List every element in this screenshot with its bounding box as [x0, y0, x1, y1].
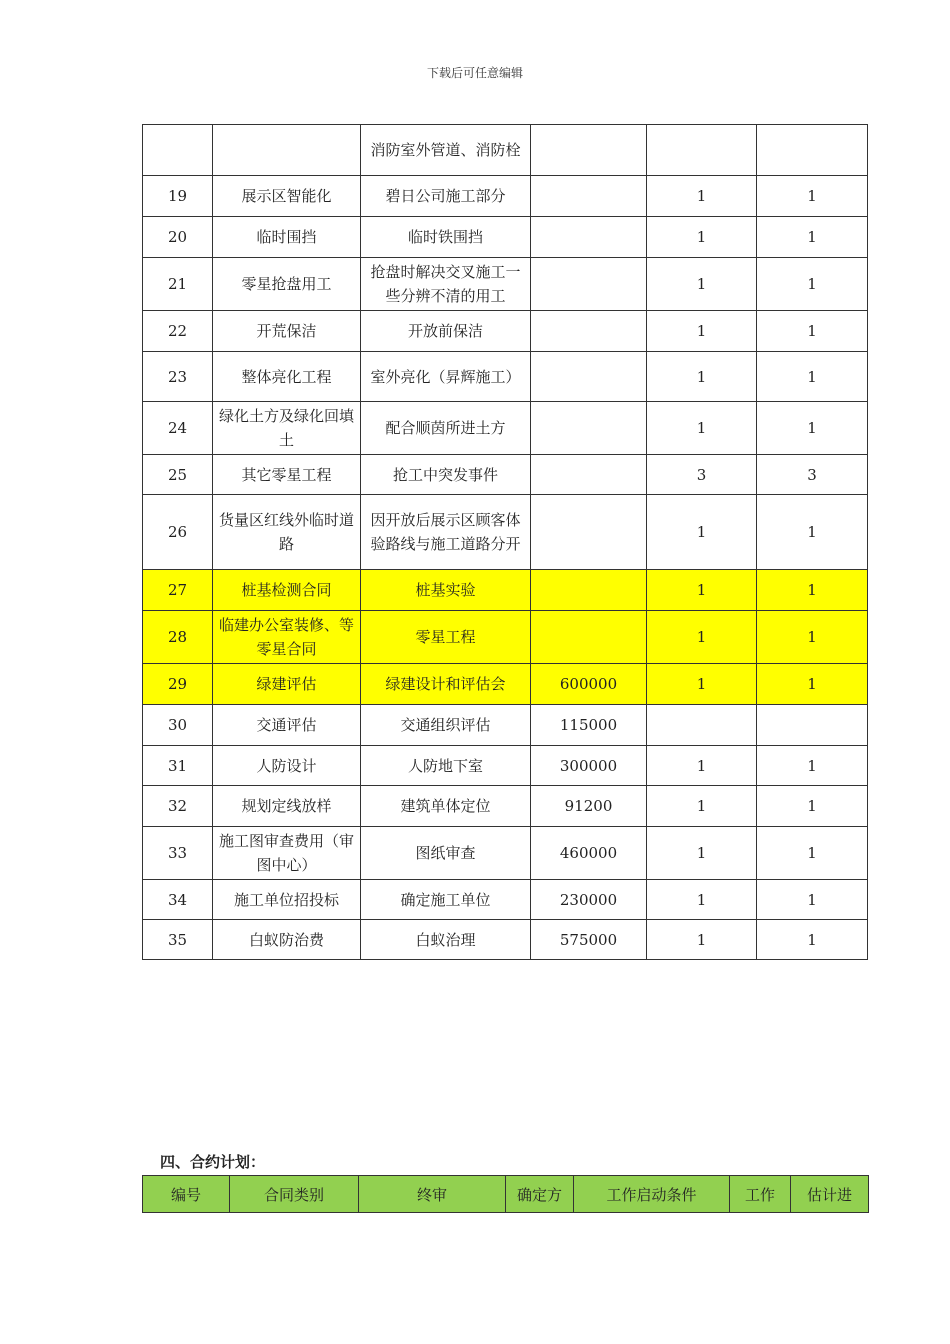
header-cell-estimated-progress: 估计进 [791, 1176, 869, 1213]
cell-qty-a: 1 [647, 827, 757, 880]
cell-item-name: 展示区智能化 [213, 176, 361, 217]
cell-number: 23 [143, 352, 213, 402]
header-cell-final-review: 终审 [359, 1176, 506, 1213]
table-row [143, 746, 868, 786]
cell-amount [531, 258, 647, 311]
cell-amount [531, 176, 647, 217]
cell-qty-b: 1 [757, 827, 868, 880]
cell-amount [531, 125, 647, 176]
cell-item-name: 开荒保洁 [213, 311, 361, 352]
cell-qty-a: 1 [647, 217, 757, 258]
cell-qty-a [647, 705, 757, 746]
cell-item-name: 交通评估 [213, 705, 361, 746]
cell-item-name: 临建办公室装修、等零星合同 [213, 611, 361, 664]
plan-header-row [143, 1176, 869, 1213]
cell-number: 28 [143, 611, 213, 664]
table-row [143, 880, 868, 920]
table-row [143, 352, 868, 402]
cell-item-name: 货量区红线外临时道路 [213, 495, 361, 570]
cell-number: 26 [143, 495, 213, 570]
cell-qty-b: 1 [757, 664, 868, 705]
cell-number [143, 125, 213, 176]
cell-amount: 115000 [531, 705, 647, 746]
table-row [143, 311, 868, 352]
cell-number: 22 [143, 311, 213, 352]
cell-content: 碧日公司施工部分 [361, 176, 531, 217]
cell-number: 25 [143, 455, 213, 495]
cell-qty-a: 1 [647, 664, 757, 705]
cell-amount [531, 495, 647, 570]
cell-amount [531, 217, 647, 258]
table-row [143, 495, 868, 570]
cell-qty-a: 1 [647, 920, 757, 960]
table-row [143, 786, 868, 827]
cell-content: 开放前保洁 [361, 311, 531, 352]
table-row [143, 827, 868, 880]
cell-qty-b: 1 [757, 786, 868, 827]
table-row [143, 705, 868, 746]
cell-qty-a: 1 [647, 258, 757, 311]
table-row [143, 258, 868, 311]
table-row [143, 217, 868, 258]
cell-amount [531, 352, 647, 402]
cell-number: 29 [143, 664, 213, 705]
cell-number: 20 [143, 217, 213, 258]
cell-amount [531, 570, 647, 611]
table-row [143, 176, 868, 217]
cell-content: 抢盘时解决交叉施工一些分辨不清的用工 [361, 258, 531, 311]
cell-qty-b: 1 [757, 611, 868, 664]
cell-amount [531, 402, 647, 455]
header-cell-contract-type: 合同类别 [230, 1176, 359, 1213]
cell-number: 21 [143, 258, 213, 311]
cell-content: 零星工程 [361, 611, 531, 664]
cell-content: 白蚁治理 [361, 920, 531, 960]
contract-table [142, 124, 868, 960]
cell-qty-a: 1 [647, 311, 757, 352]
cell-qty-b: 3 [757, 455, 868, 495]
cell-content: 交通组织评估 [361, 705, 531, 746]
cell-amount [531, 611, 647, 664]
cell-item-name: 规划定线放样 [213, 786, 361, 827]
section-title: 四、合约计划： [160, 1153, 266, 1171]
cell-content: 临时铁围挡 [361, 217, 531, 258]
page-header: 下载后可任意编辑 [426, 66, 523, 80]
cell-qty-b: 1 [757, 880, 868, 920]
cell-amount: 600000 [531, 664, 647, 705]
cell-qty-a: 1 [647, 746, 757, 786]
cell-number: 31 [143, 746, 213, 786]
contract-plan-table [142, 1175, 869, 1213]
cell-content: 建筑单体定位 [361, 786, 531, 827]
cell-qty-a: 1 [647, 611, 757, 664]
cell-qty-b: 1 [757, 352, 868, 402]
cell-number: 32 [143, 786, 213, 827]
table-row [143, 920, 868, 960]
cell-qty-b: 1 [757, 746, 868, 786]
cell-amount [531, 455, 647, 495]
cell-content: 桩基实验 [361, 570, 531, 611]
cell-item-name: 其它零星工程 [213, 455, 361, 495]
table-row [143, 125, 868, 176]
table-row [143, 611, 868, 664]
cell-qty-b: 1 [757, 570, 868, 611]
cell-number: 30 [143, 705, 213, 746]
cell-qty-a: 3 [647, 455, 757, 495]
header-cell-number: 编号 [143, 1176, 230, 1213]
cell-content: 室外亮化（昇辉施工） [361, 352, 531, 402]
cell-number: 27 [143, 570, 213, 611]
cell-qty-a: 1 [647, 352, 757, 402]
cell-content: 确定施工单位 [361, 880, 531, 920]
cell-item-name: 白蚁防治费 [213, 920, 361, 960]
cell-qty-a: 1 [647, 786, 757, 827]
cell-amount: 575000 [531, 920, 647, 960]
cell-number: 24 [143, 402, 213, 455]
cell-qty-b: 1 [757, 258, 868, 311]
cell-item-name: 施工图审查费用（审图中心） [213, 827, 361, 880]
cell-qty-a: 1 [647, 402, 757, 455]
header-cell-work: 工作 [730, 1176, 791, 1213]
cell-amount: 300000 [531, 746, 647, 786]
cell-item-name: 零星抢盘用工 [213, 258, 361, 311]
cell-amount: 230000 [531, 880, 647, 920]
cell-amount [531, 311, 647, 352]
cell-qty-b [757, 705, 868, 746]
cell-amount: 460000 [531, 827, 647, 880]
cell-item-name [213, 125, 361, 176]
cell-content: 人防地下室 [361, 746, 531, 786]
cell-number: 35 [143, 920, 213, 960]
cell-content: 配合顺茵所进土方 [361, 402, 531, 455]
cell-content: 因开放后展示区顾客体验路线与施工道路分开 [361, 495, 531, 570]
table-row [143, 664, 868, 705]
cell-qty-a: 1 [647, 495, 757, 570]
cell-amount: 91200 [531, 786, 647, 827]
cell-number: 33 [143, 827, 213, 880]
header-cell-start-condition: 工作启动条件 [574, 1176, 730, 1213]
cell-qty-b: 1 [757, 495, 868, 570]
table-row [143, 402, 868, 455]
cell-number: 19 [143, 176, 213, 217]
cell-qty-a: 1 [647, 176, 757, 217]
cell-item-name: 整体亮化工程 [213, 352, 361, 402]
cell-item-name: 人防设计 [213, 746, 361, 786]
cell-number: 34 [143, 880, 213, 920]
cell-item-name: 桩基检测合同 [213, 570, 361, 611]
cell-qty-b [757, 125, 868, 176]
table-row [143, 455, 868, 495]
cell-item-name: 施工单位招投标 [213, 880, 361, 920]
header-cell-determiner: 确定方 [506, 1176, 574, 1213]
cell-qty-b: 1 [757, 217, 868, 258]
cell-qty-b: 1 [757, 176, 868, 217]
cell-qty-a: 1 [647, 880, 757, 920]
cell-content: 绿建设计和评估会 [361, 664, 531, 705]
cell-qty-b: 1 [757, 311, 868, 352]
cell-item-name: 临时围挡 [213, 217, 361, 258]
cell-qty-b: 1 [757, 920, 868, 960]
cell-qty-b: 1 [757, 402, 868, 455]
cell-qty-a: 1 [647, 570, 757, 611]
table-row [143, 570, 868, 611]
cell-item-name: 绿建评估 [213, 664, 361, 705]
cell-content: 抢工中突发事件 [361, 455, 531, 495]
cell-content: 消防室外管道、消防栓 [361, 125, 531, 176]
cell-content: 图纸审查 [361, 827, 531, 880]
cell-item-name: 绿化土方及绿化回填土 [213, 402, 361, 455]
cell-qty-a [647, 125, 757, 176]
